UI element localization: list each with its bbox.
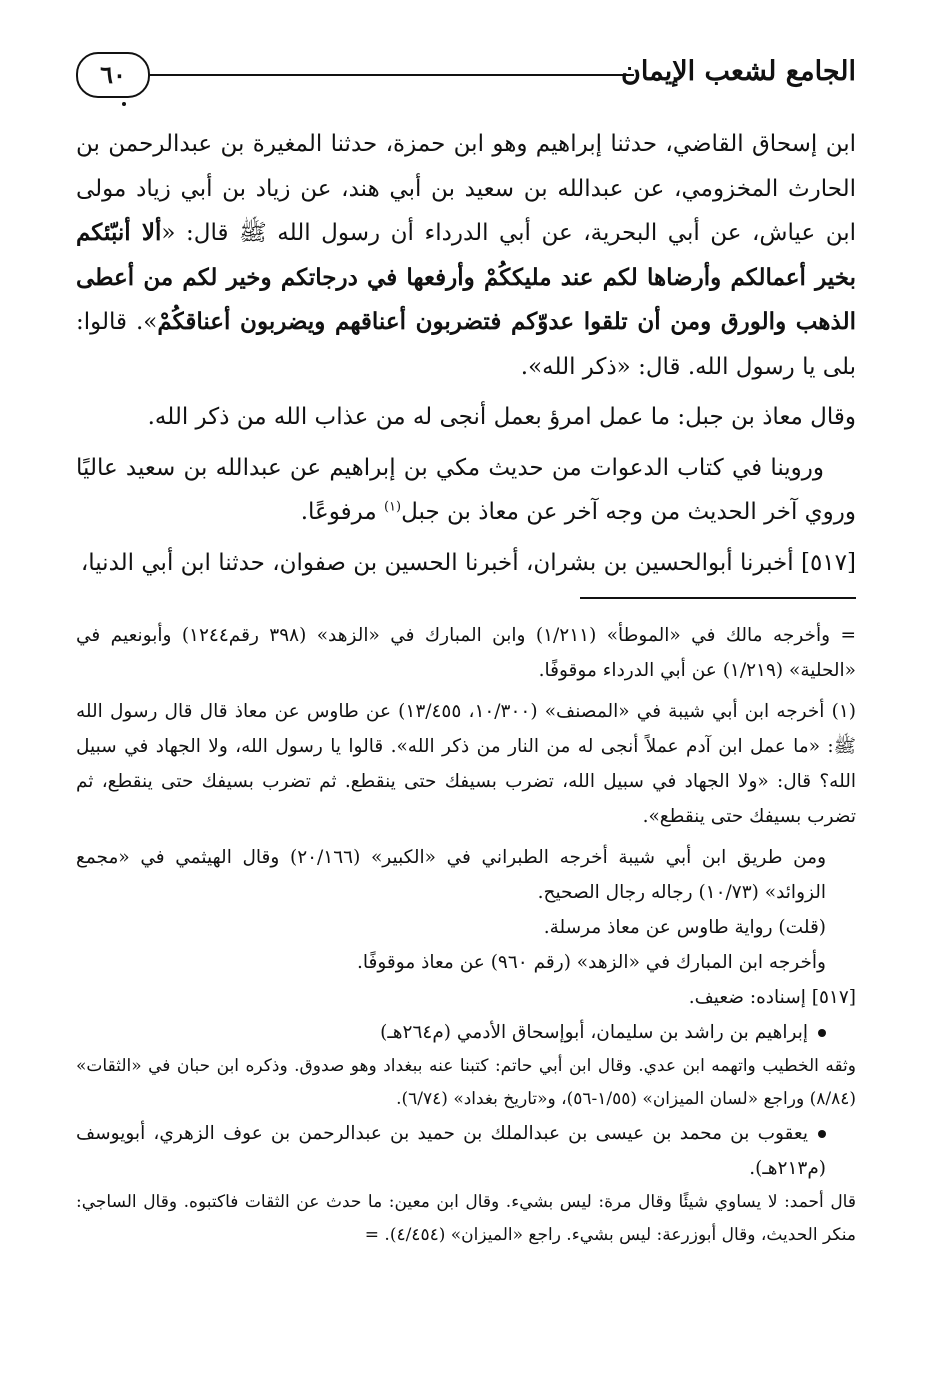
footnote-1: (١) أخرجه ابن أبي شيبة في «المصنف» (١٠/٣٠٠، ١٣/٤٥٥) عن طاوس عن معاذ قال قال رسول الله ﷺ: «ما عمل ابن آدم عملاً أنجى له من النار من ذكر الله». قالوا يا رسول الله، ولا الجهاد في سبيل الله؟ قال: «ولا الجهاد في سبيل الله، تضرب بسيفك حتى ينقطع. ثم تضرب بسيفك حتى ينقطع، ثم تضرب بسيفك حتى ينقطع». — [76, 701, 856, 827]
footnote-continuation: = وأخرجه مالك في «الموطأ» (١/٢١١) وابن المبارك في «الزهد» (٣٩٨ رقم١٢٤٤) وأبونعيم في «الحلية» (١/٢١٩) عن أبي الدرداء موقوفًا. — [76, 625, 856, 681]
paragraph-hadith-chain — [76, 122, 856, 389]
bullet-icon — [818, 1130, 826, 1138]
narrator-yaqub — [76, 1116, 856, 1186]
narrator-yaqub-notes: قال أحمد: لا يساوي شيئًا وقال مرة: ليس بشيء. وقال ابن معين: ما حدث عن الثقات فاكتبوه. وقال الساجي: منكر الحديث، وقال أبوزرعة: ليس بشيء. راجع «الميزان» (٤/٤٥٤). = — [76, 1192, 856, 1245]
footnote-517-isnad: [٥١٧] إسناده: ضعيف. — [688, 987, 856, 1008]
paragraph-517: [٥١٧] أخبرنا أبوالحسين بن بشران، أخبرنا الحسين بن صفوان، حدثنا ابن أبي الدنيا، — [80, 549, 856, 576]
narrator-ibrahim-name: إبراهيم بن راشد بن سليمان، أبوإسحاق الأدمي (م٢٦٤هـ) — [380, 1022, 808, 1043]
hadith-isnad: ابن إسحاق القاضي، حدثنا إبراهيم وهو ابن حمزة، حدثنا المغيرة بن عبدالرحمن بن الحارث المخزومي، عن عبدالله بن سعيد بن أبي هند، عن زياد بن أبي زياد مولى ابن عياش، عن أبي البحرية، عن أبي الدرداء أن رسول الله ﷺ قال: « — [76, 131, 856, 246]
footnote-1-qultu: (قلت) رواية طاوس عن معاذ مرسلة. — [543, 917, 826, 938]
paragraph-riwaya — [76, 446, 856, 535]
paragraph-muadh: وقال معاذ بن جبل: ما عمل امرؤ بعمل أنجى له من عذاب الله من ذكر الله. — [147, 404, 856, 430]
narrator-ibrahim — [76, 1015, 856, 1050]
main-text — [76, 122, 856, 585]
bullet-icon — [818, 1029, 826, 1037]
riwaya-end: مرفوعًا. — [300, 499, 384, 525]
narrator-ibrahim-notes: وثقه الخطيب واتهمه ابن عدي. وقال ابن أبي حاتم: كتبنا عنه ببغداد وهو صدوق. وذكره ابن حبان في «الثقات» (٨/٨٤) وراجع «لسان الميزان» (١/٥٥-٥٦)، و«تاريخ بغداد» (٦/٧٤). — [76, 1056, 857, 1109]
page-number: ٦٠ — [76, 52, 150, 98]
book-title: الجامع لشعب الإيمان — [621, 56, 856, 87]
page-number-dot — [122, 102, 126, 106]
header-rule — [148, 74, 634, 76]
footnotes — [76, 618, 856, 1252]
riwaya-text: وروينا في كتاب الدعوات من حديث مكي بن إبراهيم عن عبدالله بن سعيد عاليًا وروي آخر الحديث من وجه آخر عن معاذ بن جبل — [76, 454, 856, 525]
footnote-1-tabarani: ومن طريق ابن أبي شيبة أخرجه الطبراني في «الكبير» (٢٠/١٦٦) وقال الهيثمي في «مجمع الزوائد» (١٠/٧٣) رجاله رجال الصحيح. — [76, 847, 827, 903]
hadith-matn: ألا أنبّئكم بخير أعمالكم وأرضاها لكم عند مليككُمْ وأرفعها في درجاتكم وخير لكم من أعطى الذهب والورق ومن أن تلقوا عدوّكم فتضربون أعناقهم ويضربون أعناقكُمْ — [76, 219, 856, 335]
footnote-separator — [580, 597, 856, 599]
page-header — [76, 52, 856, 102]
hadith-ending: ». قالوا: بلى يا رسول الله. قال: «ذكر الله». — [76, 309, 856, 380]
footnote-1-ibn-mubarak: وأخرجه ابن المبارك في «الزهد» (رقم ٩٦٠) عن معاذ موقوفًا. — [357, 952, 826, 973]
narrator-yaqub-name: يعقوب بن محمد بن عيسى بن عبدالملك بن حميد بن عبدالرحمن بن عوف الزهري، أبويوسف (م٢١٣هـ). — [76, 1123, 826, 1179]
footnote-ref-1: (١) — [383, 499, 402, 515]
